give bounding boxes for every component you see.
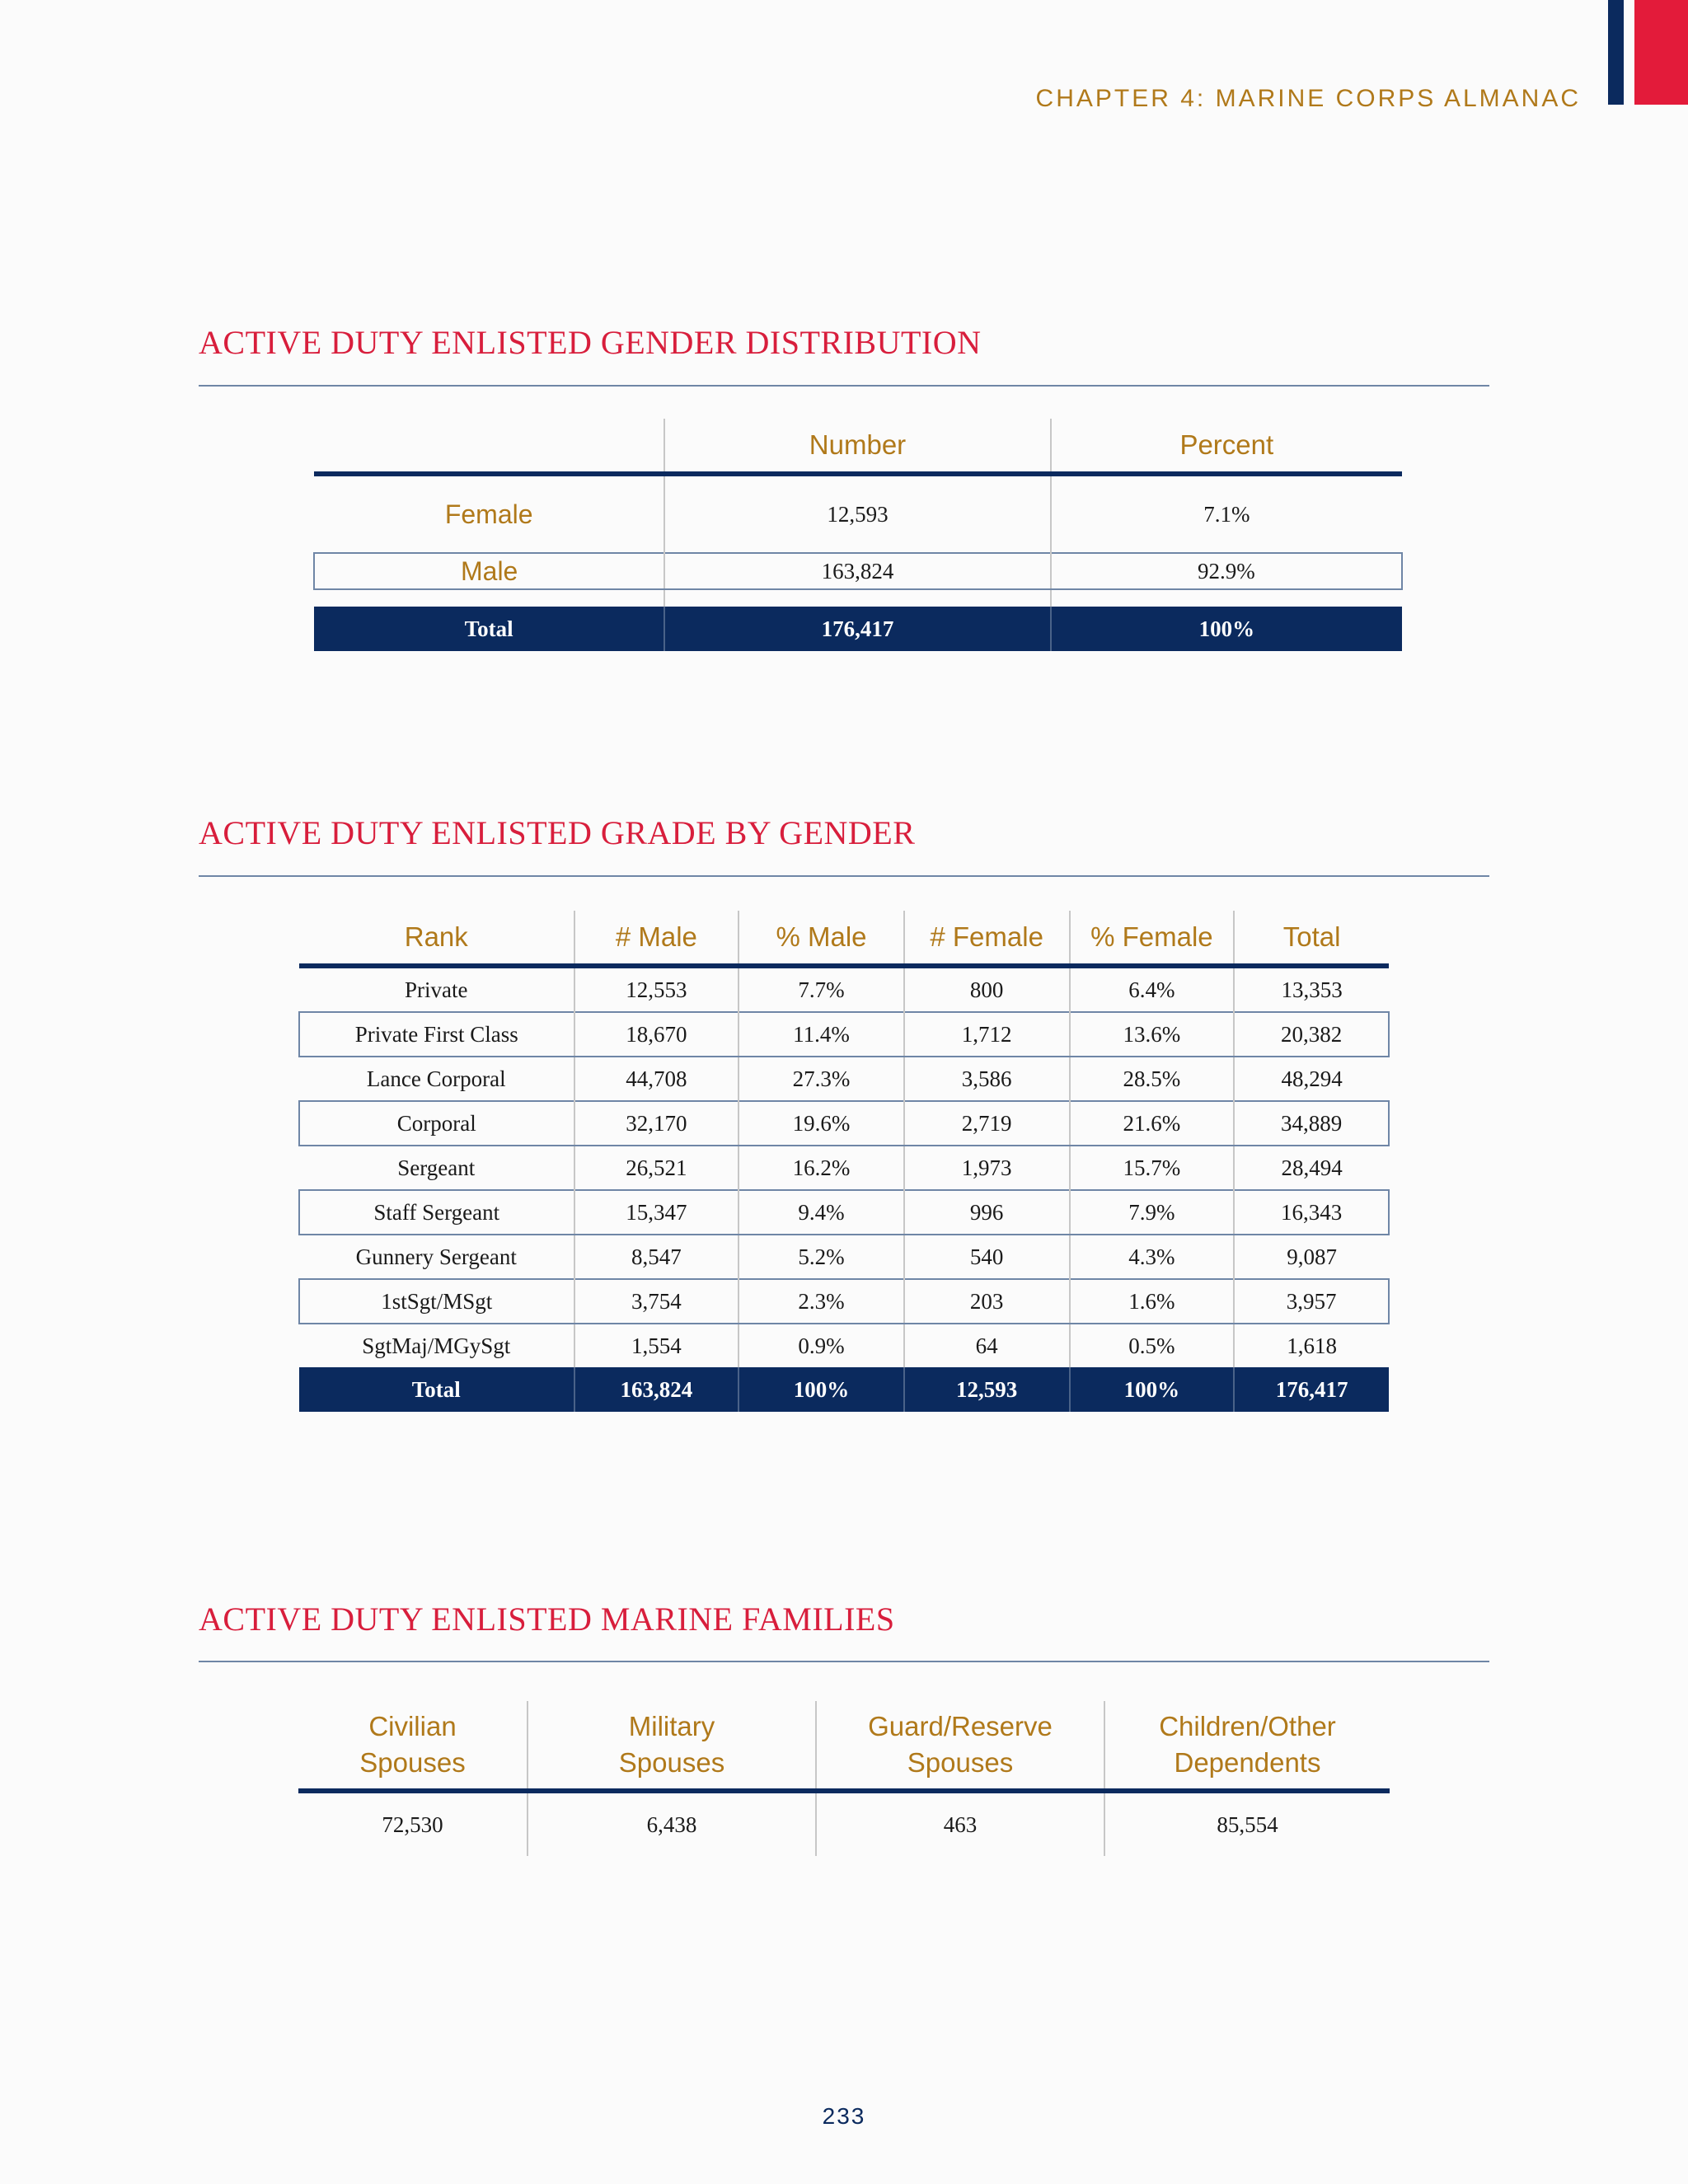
total-row (299, 1367, 1389, 1412)
page-number: 233 (822, 2103, 866, 2129)
column-header-civilian-spouses: Civilian Spouses (298, 1701, 528, 1791)
cell-female-count: 800 (904, 966, 1070, 1012)
table-row (299, 1146, 1389, 1190)
corner-tab-red (1634, 0, 1688, 105)
cell-male-percent: 5.2% (738, 1235, 904, 1279)
table-row (299, 1324, 1389, 1367)
cell-guard-reserve-spouses: 463 (816, 1791, 1104, 1856)
total-label: Total (314, 607, 664, 651)
cell-male-count: 32,170 (574, 1101, 739, 1146)
cell-rank: Staff Sergeant (299, 1190, 574, 1235)
cell-female-count: 1,712 (904, 1012, 1070, 1057)
total-row (314, 607, 1402, 651)
table-row (299, 1279, 1389, 1324)
cell-female-percent: 6.4% (1070, 966, 1235, 1012)
cell-rank: Sergeant (397, 1155, 476, 1180)
cell-total: 9,087 (1234, 1235, 1389, 1279)
column-header-military-spouses: Military Spouses (528, 1701, 816, 1791)
table-row (299, 966, 1389, 1012)
cell-male-count: 26,521 (574, 1146, 739, 1190)
cell-male-percent: 0.9% (738, 1324, 904, 1367)
cell-male-count: 15,347 (574, 1190, 739, 1235)
cell-total: 3,957 (1234, 1279, 1389, 1324)
column-header-male-count: # Male (574, 911, 739, 966)
row-label: Male (314, 553, 664, 589)
column-header-male-percent: % Male (738, 911, 904, 966)
chapter-header: CHAPTER 4: MARINE CORPS ALMANAC (1035, 85, 1581, 112)
cell-percent: 7.1% (1051, 474, 1402, 553)
column-header-children-dependents: Children/Other Dependents (1104, 1701, 1390, 1791)
cell-military-spouses: 6,438 (528, 1791, 816, 1856)
cell-female-count: 540 (904, 1235, 1070, 1279)
total-number: 176,417 (664, 607, 1050, 651)
cell-female-count: 2,719 (904, 1101, 1070, 1146)
total-male-percent: 100% (738, 1367, 904, 1412)
cell-female-percent: 0.5% (1070, 1324, 1235, 1367)
section-rule (199, 385, 1489, 387)
cell-male-count: 44,708 (574, 1057, 739, 1101)
cell-total: 16,343 (1234, 1190, 1389, 1235)
table-row (299, 1190, 1389, 1235)
cell-female-count: 996 (904, 1190, 1070, 1235)
cell-rank: SgtMaj/MGySgt (362, 1333, 511, 1358)
cell-female-count: 64 (904, 1324, 1070, 1367)
cell-male-percent: 16.2% (738, 1146, 904, 1190)
cell-female-percent: 21.6% (1070, 1101, 1235, 1146)
cell-female-percent: 13.6% (1070, 1012, 1235, 1057)
section-rule (199, 875, 1489, 877)
cell-rank: Gunnery Sergeant (355, 1244, 517, 1269)
total-female-count: 12,593 (904, 1367, 1070, 1412)
column-header-total: Total (1234, 911, 1389, 966)
column-header-percent: Percent (1051, 419, 1402, 474)
cell-rank: 1stSgt/MSgt (299, 1279, 574, 1324)
cell-children-dependents: 85,554 (1104, 1791, 1390, 1856)
cell-rank: Lance Corporal (366, 1066, 506, 1091)
total-label: Total (299, 1367, 574, 1412)
total-percent: 100% (1051, 607, 1402, 651)
cell-male-percent: 7.7% (738, 966, 904, 1012)
cell-total: 13,353 (1234, 966, 1389, 1012)
corner-tab-navy (1608, 0, 1624, 105)
cell-female-count: 203 (904, 1279, 1070, 1324)
cell-total: 48,294 (1234, 1057, 1389, 1101)
cell-male-percent: 2.3% (738, 1279, 904, 1324)
cell-civilian-spouses: 72,530 (382, 1811, 443, 1837)
section-title-grade-by-gender: ACTIVE DUTY ENLISTED GRADE BY GENDER (199, 814, 916, 851)
cell-male-count: 12,553 (574, 966, 739, 1012)
section-title-gender-distribution: ACTIVE DUTY ENLISTED GENDER DISTRIBUTION (199, 324, 982, 361)
table-row (299, 1101, 1389, 1146)
cell-male-percent: 9.4% (738, 1190, 904, 1235)
gender-distribution-table (313, 419, 1403, 651)
cell-male-count: 3,754 (574, 1279, 739, 1324)
table-row (299, 1012, 1389, 1057)
table-header-row (299, 911, 1389, 966)
column-header-number: Number (664, 419, 1050, 474)
column-header-rank: Rank (299, 911, 574, 966)
column-header-female-percent: % Female (1070, 911, 1235, 966)
total-female-percent: 100% (1070, 1367, 1235, 1412)
cell-female-percent: 7.9% (1070, 1190, 1235, 1235)
total-male-count: 163,824 (574, 1367, 739, 1412)
cell-male-count: 8,547 (574, 1235, 739, 1279)
row-label: Female (444, 499, 533, 529)
table-row (314, 553, 1402, 589)
cell-male-count: 1,554 (574, 1324, 739, 1367)
cell-number: 12,593 (664, 474, 1050, 553)
cell-total: 28,494 (1234, 1146, 1389, 1190)
cell-rank: Private First Class (299, 1012, 574, 1057)
table-row (299, 1057, 1389, 1101)
cell-total: 1,618 (1234, 1324, 1389, 1367)
cell-male-count: 18,670 (574, 1012, 739, 1057)
table-row (299, 1235, 1389, 1279)
cell-male-percent: 11.4% (738, 1012, 904, 1057)
column-header-female-count: # Female (904, 911, 1070, 966)
marine-families-table (298, 1701, 1390, 1856)
cell-female-percent: 4.3% (1070, 1235, 1235, 1279)
cell-rank: Private (405, 977, 468, 1002)
column-header-guard-reserve-spouses: Guard/Reserve Spouses (816, 1701, 1104, 1791)
cell-female-percent: 28.5% (1070, 1057, 1235, 1101)
table-header-row (298, 1701, 1390, 1791)
cell-rank: Corporal (299, 1101, 574, 1146)
cell-female-count: 1,973 (904, 1146, 1070, 1190)
cell-total: 20,382 (1234, 1012, 1389, 1057)
cell-female-percent: 15.7% (1070, 1146, 1235, 1190)
cell-male-percent: 27.3% (738, 1057, 904, 1101)
table-header-row (314, 419, 1402, 474)
cell-number: 163,824 (664, 553, 1050, 589)
column-header (314, 419, 664, 474)
cell-female-percent: 1.6% (1070, 1279, 1235, 1324)
spacer-row (314, 589, 1402, 607)
section-title-marine-families: ACTIVE DUTY ENLISTED MARINE FAMILIES (199, 1601, 895, 1638)
table-row (314, 474, 1402, 553)
table-row (298, 1791, 1390, 1856)
cell-male-percent: 19.6% (738, 1101, 904, 1146)
cell-total: 34,889 (1234, 1101, 1389, 1146)
total-total: 176,417 (1234, 1367, 1389, 1412)
grade-by-gender-table (298, 911, 1390, 1412)
cell-female-count: 3,586 (904, 1057, 1070, 1101)
section-rule (199, 1661, 1489, 1662)
cell-percent: 92.9% (1051, 553, 1402, 589)
